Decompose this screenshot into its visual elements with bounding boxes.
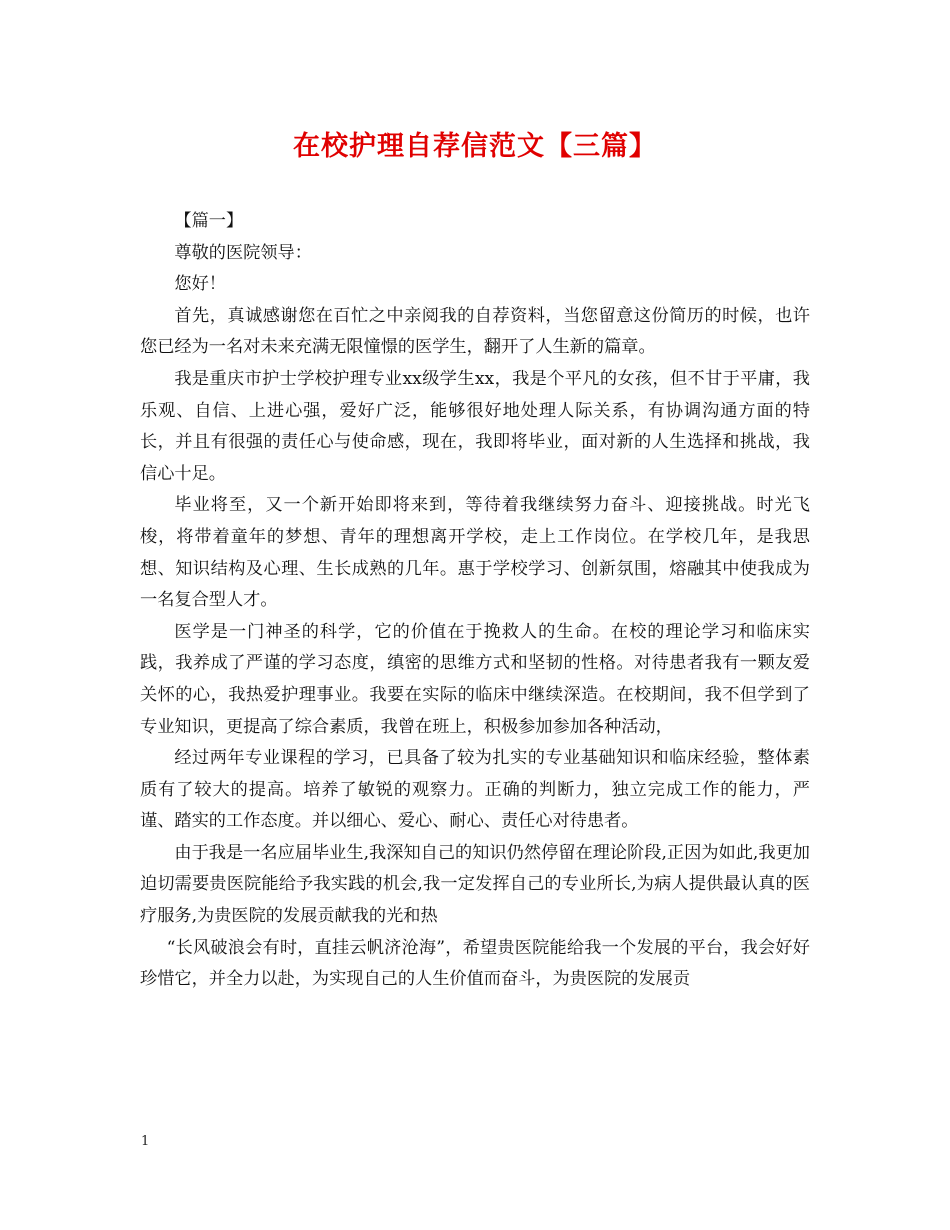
body-paragraph: 首先，真诚感谢您在百忙之中亲阅我的自荐资料，当您留意这份简历的时候，也许您已经为一名对未来充满无限憧憬的医学生，翻开了人生新的篇章。: [140, 305, 810, 358]
salutation: 尊敬的医院领导：: [174, 242, 312, 263]
body-paragraph: 由于我是一名应届毕业生,我深知自己的知识仍然停留在理论阶段,正因为如此,我更加迫切需要贵医院能给予我实践的机会,我一定发挥自己的专业所长,为病人提供最认真的医疗服务,为贵医院的发展贡献我的光和热: [140, 842, 810, 927]
page-number: 1: [141, 1134, 150, 1149]
document-title: 在校护理自荐信范文【三篇】: [293, 131, 657, 162]
body-paragraph: 毕业将至，又一个新开始即将来到，等待着我继续努力奋斗、迎接挑战。时光飞梭，将带着童年的梦想、青年的理想离开学校，走上工作岗位。在学校几年，是我思想、知识结构及心理、生长成熟的几年。惠于学校学习、创新氛围，熔融其中使我成为一名复合型人才。: [140, 495, 810, 611]
body-paragraph: 我是重庆市护士学校护理专业xx级学生xx，我是个平凡的女孩，但不甘于平庸，我乐观、自信、上进心强，爱好广泛，能够很好地处理人际关系，有协调沟通方面的特长，并且有很强的责任心与使命感，现在，我即将毕业，面对新的人生选择和挑战，我信心十足。: [140, 368, 810, 484]
body-paragraph: 医学是一门神圣的科学，它的价值在于挽救人的生命。在校的理论学习和临床实践，我养成了严谨的学习态度，缜密的思维方式和坚韧的性格。对待患者我有一颗友爱关怀的心，我热爱护理事业。我要在实际的临床中继续深造。在校期间，我不但学到了专业知识，更提高了综合素质，我曾在班上，积极参加参加各种活动，: [140, 621, 810, 737]
body-paragraph: “长风破浪会有时，直挂云帆济沧海”，希望贵医院能给我一个发展的平台，我会好好珍惜它，并全力以赴，为实现自己的人生价值而奋斗，为贵医院的发展贡: [140, 937, 810, 990]
document-body: [140, 206, 810, 996]
body-paragraph: 经过两年专业课程的学习，已具备了较为扎实的专业基础知识和临床经验，整体素质有了较大的提高。培养了敏锐的观察力。正确的判断力，独立完成工作的能力，严谨、踏实的工作态度。并以细心、爱心、耐心、责任心对待患者。: [140, 748, 810, 832]
section-heading: 【篇一】: [174, 211, 244, 231]
greeting: 您好！: [174, 274, 226, 295]
